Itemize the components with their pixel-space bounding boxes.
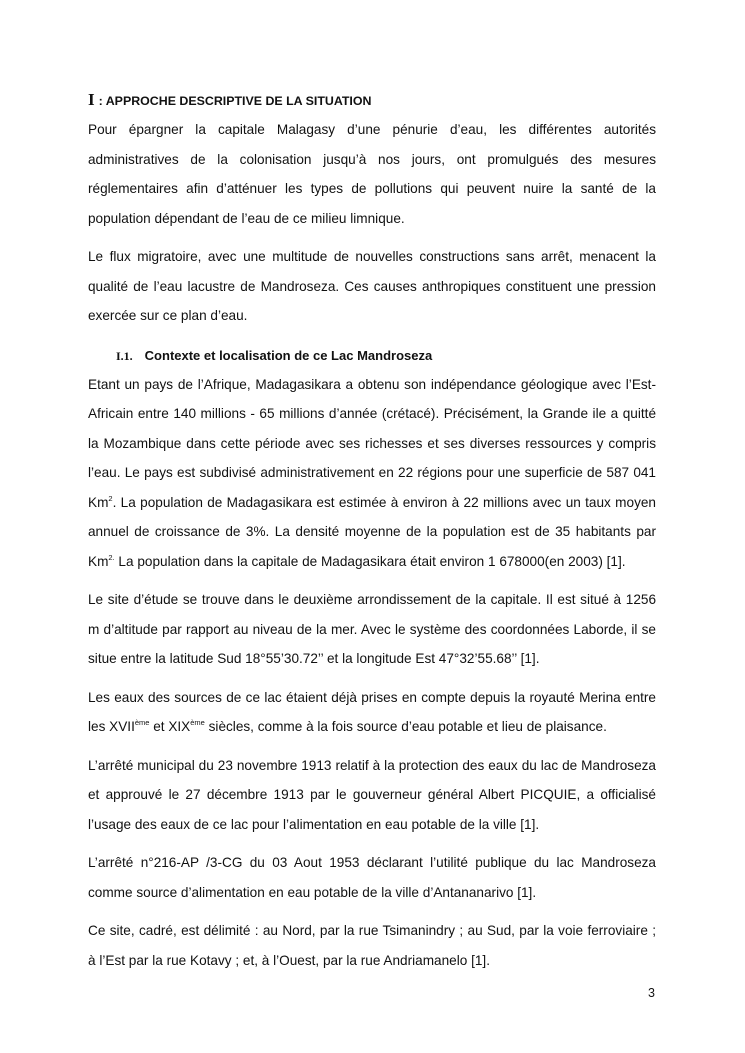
section-title: : APPROCHE DESCRIPTIVE DE LA SITUATION	[98, 94, 372, 108]
intro-paragraph-2: Le flux migratoire, avec une multitude de nouvelles constructions sans arrêt, menacent la qualité de l’eau lacustre de Mandroseza. Ces causes anthropiques constituent une pression exercée sur ce plan d’eau.	[88, 249, 656, 323]
sources-superscript-2: ème	[190, 718, 205, 727]
site-paragraph: Le site d’étude se trouve dans le deuxième arrondissement de la capitale. Il est situé à 1256 m d’altitude par rapport au niveau de la mer. Avec le système des coordonnées Laborde, il se situe entre la latitude Sud 18°55’30.72’’ et la longitude Est 47°32’55.68’’ [1].	[88, 592, 656, 666]
sources-superscript-1: ème	[134, 718, 150, 727]
document-page	[88, 86, 656, 975]
subsection-number: I.1.	[116, 348, 133, 363]
decree-1953-paragraph: L’arrêté n°216-AP /3-CG du 03 Aout 1953 déclarant l’utilité publique du lac Mandroseza comme source d’alimentation en eau potable de la ville d’Antananarivo [1].	[88, 855, 656, 900]
sources-text-1: Les eaux des sources de ce lac étaient déjà prises en compte depuis la royauté Merina entre les XVII	[88, 689, 656, 734]
context-text-1: Etant un pays de l’Afrique, Madagasikara a obtenu son indépendance géologique avec l’Est-Africain entre 140 millions - 65 millions d’année (crétacé). Précisément, la Grande ile a quitté la Mozambique dans cette période avec ses richesses et ses diverses ressources y compris l’eau. Le pays est subdivisé administrativement en 22 régions pour une superficie de 587 041 Km	[88, 376, 656, 510]
context-paragraph	[88, 370, 656, 577]
site-boundaries-paragraph: Ce site, cadré, est délimité : au Nord, par la rue Tsimanindry ; au Sud, par la voie ferroviaire ; à l’Est par la rue Kotavy ; et, à l’Ouest, par la rue Andriamanelo [1].	[88, 923, 656, 968]
page-number: 3	[648, 986, 655, 1000]
sources-paragraph	[88, 683, 656, 742]
subsection-heading	[116, 342, 656, 370]
context-text-2: . La population de Madagasikara est estimée à environ à 22 millions avec un taux moyen annuel de croissance de 3%. La densité moyenne de la population est de 35 habitants par Km	[88, 494, 656, 569]
section-numeral: I	[88, 90, 95, 109]
sources-text-2: et XIX	[149, 719, 191, 734]
context-superscript-2: 2.	[108, 552, 115, 562]
context-superscript-1: 2	[108, 493, 113, 503]
section-heading	[88, 86, 656, 115]
sources-text-3: siècles, comme à la fois source d’eau potable et lieu de plaisance.	[204, 719, 607, 734]
decree-1913-paragraph: L’arrêté municipal du 23 novembre 1913 relatif à la protection des eaux du lac de Mandroseza et approuvé le 27 décembre 1913 par le gouverneur général Albert PICQUIE, a officialisé l’usage des eaux de ce lac pour l’alimentation en eau potable de la ville [1].	[88, 757, 656, 832]
subsection-title: Contexte et localisation de ce Lac Mandroseza	[144, 347, 433, 363]
intro-paragraph-1: Pour épargner la capitale Malagasy d’une pénurie d’eau, les différentes autorités administratives de la colonisation jusqu’à nos jours, ont promulgués des mesures réglementaires afin d’atténuer les types de pollutions qui peuvent nuire la santé de la population dépendant de l’eau de ce milieu limnique.	[88, 122, 656, 226]
context-text-3: La population dans la capitale de Madagasikara était environ 1 678000(en 2003) [1].	[114, 553, 626, 569]
